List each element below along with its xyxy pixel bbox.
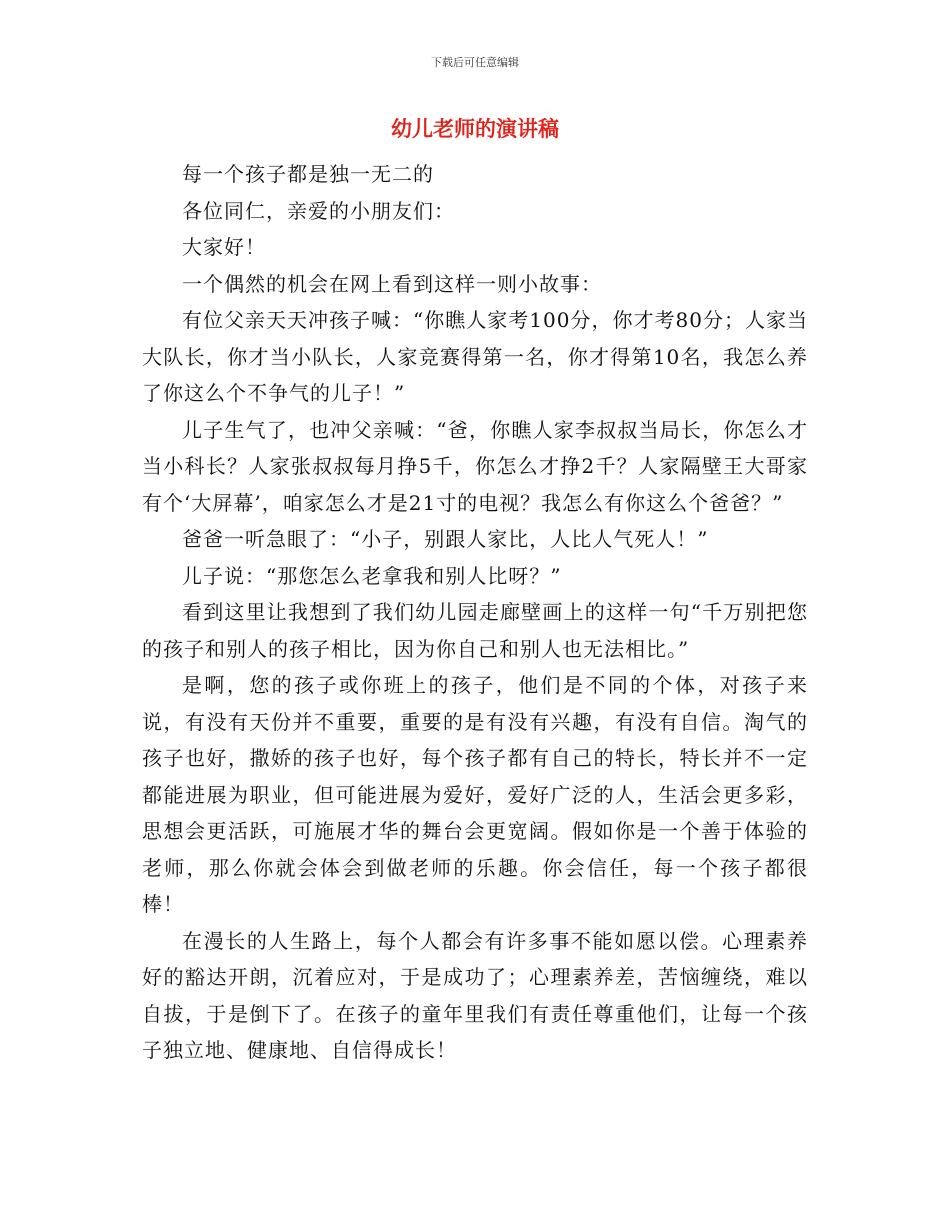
paragraph-salutation: 各位同仁，亲爱的小朋友们： [182,198,455,223]
paragraph-reflection: 是啊，您的孩子或你班上的孩子，他们是不同的个体，对孩子来说，有没有天份并不重要，重要的是有没有兴趣，有没有自信。淘气的孩子也好，撒娇的孩子也好，每个孩子都有自己的特长，特长并不一定都能进展为职业，但可能进展为爱好，爱好广泛的人，生活会更多彩，思想会更活跃，可施展才华的舞台会更宽阔。假如你是一个善于体验的老师，那么你就会体会到做老师的乐趣。你会信任，每一个孩子都很棒！ [142,673,808,916]
paragraph-story-intro: 一个偶然的机会在网上看到这样一则小故事： [182,271,602,296]
paragraph-mural-quote: 看到这里让我想到了我们幼儿园走廊壁画上的这样一句“千万别把您的孩子和别人的孩子相比，因为你自己和别人也无法相比。” [142,600,808,661]
paragraph-father-speech: 有位父亲天天冲孩子喊：“你瞧人家考100分，你才考80分；人家当大队长，你才当小队长，人家竞赛得第一名，你才得第10名，我怎么养了你这么个不争气的儿子！” [142,308,808,405]
paragraph-conclusion: 在漫长的人生路上，每个人都会有许多事不能如愿以偿。心理素养好的豁达开朗，沉着应对，于是成功了；心理素养差，苦恼缠绕，难以自拔，于是倒下了。在孩子的童年里我们有责任尊重他们，让每一个孩子独立地、健康地、自信得成长！ [142,928,808,1062]
document-body [142,156,808,1069]
paragraph-son-speech: 儿子生气了，也冲父亲喊：“爸，你瞧人家李叔叔当局长，你怎么才当小科长？人家张叔叔每月挣5千，你怎么才挣2千？人家隔壁王大哥家有个‘大屏幕’，咱家怎么才是21寸的电视？我怎么有你这么个爸爸？” [142,417,808,515]
paragraph-son-reply: 儿子说：“那您怎么老拿我和别人比呀？” [182,563,562,588]
document-title: 幼儿老师的演讲稿 [391,117,559,141]
header-note: 下载后可任意编辑 [431,56,519,69]
paragraph-subtitle: 每一个孩子都是独一无二的 [182,162,434,186]
paragraph-father-reply: 爸爸一听急眼了：“小子，别跟人家比，人比人气死人！” [182,527,709,551]
paragraph-greeting: 大家好！ [182,235,266,259]
